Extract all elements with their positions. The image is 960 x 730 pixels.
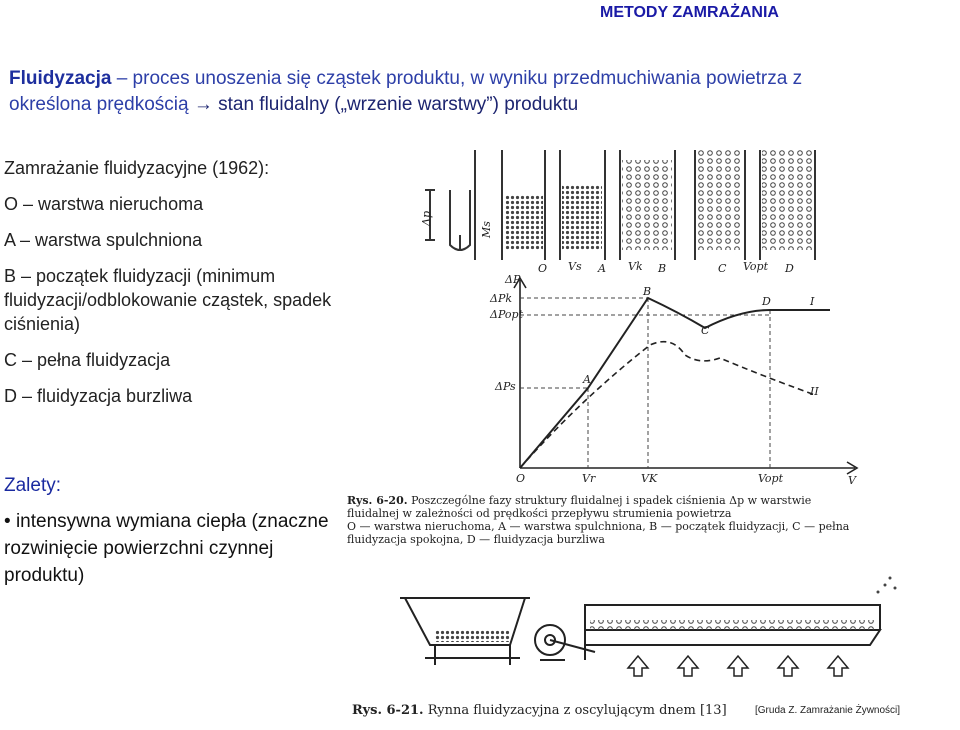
axis-label-dp: ΔP <box>505 273 521 286</box>
axis-label-dps: ΔPs <box>495 380 516 393</box>
phase-item: A – warstwa spulchniona <box>4 230 203 250</box>
figure1-caption-line: fluidyzacja spokojna, D — fluidyzacja burzliwa <box>347 533 605 546</box>
point-label-a: A <box>583 373 591 386</box>
definition-text-2: stan fluidalny („wrzenie warstwy”) produktu <box>212 94 579 115</box>
figure2-caption-number: Rys. 6-21. <box>352 703 424 718</box>
page-header: METODY ZAMRAŻANIA <box>600 4 779 21</box>
airflow-arrows <box>628 656 848 676</box>
phase-label-a: A <box>598 262 606 275</box>
label-dp: Δp <box>420 211 433 226</box>
figure1-caption <box>347 494 947 546</box>
advantages-list <box>4 508 344 589</box>
point-label-c: C <box>701 324 710 337</box>
curve-label-ii: II <box>810 385 819 398</box>
figure1-caption-number: Rys. 6-20. <box>347 494 408 507</box>
trough-figure <box>400 570 920 700</box>
figure2-source: [Gruda Z. Zamrażanie Żywności] <box>755 705 901 716</box>
point-label-d: D <box>762 295 771 308</box>
figure2-caption-text: Rynna fluidyzacyjna z oscylującym dnem [13] <box>427 703 727 718</box>
arrow-icon: → <box>193 94 213 115</box>
figure1-caption-line: Poszczególne fazy struktury fluidalnej i spadek ciśnienia Δp w warstwie <box>411 494 812 507</box>
axis-label-o: O <box>516 472 526 485</box>
axis-label-vopt: Vopt <box>758 472 784 485</box>
fluidization-figure <box>410 150 960 550</box>
phase-label-o: O <box>538 262 548 275</box>
phase-item: B – początek fluidyzacji (minimum fluidyzacji/odblokowanie cząstek, spadek ciśnienia) <box>4 266 332 334</box>
axis-label-v: V <box>848 474 856 487</box>
definition-term: Fluidyzacja <box>9 68 112 89</box>
curve-label-i: I <box>810 295 815 308</box>
axis-label-vk: VK <box>641 472 658 485</box>
definition <box>9 66 829 118</box>
axis-label-dpk: ΔPk <box>490 292 513 305</box>
bullet-icon: • <box>4 511 16 532</box>
axis-label-vr: Vr <box>582 472 596 485</box>
phases-title: Zamrażanie fluidyzacyjne (1962): <box>4 158 270 178</box>
phase-label-vk: Vk <box>628 260 643 273</box>
particles <box>505 150 812 250</box>
point-label-b: B <box>643 285 652 298</box>
definition-text-1: – proces unoszenia się cząstek produktu, w wyniku przedmuchiwania powietrza z określona prędkością <box>9 68 803 115</box>
figure1-caption-line: fluidalnej w zależności od prędkości przepływu strumienia powietrza <box>347 507 732 520</box>
advantages-title: Zalety: <box>4 475 62 496</box>
phase-item: C – pełna fluidyzacja <box>4 350 171 370</box>
phase-label-c: C <box>718 262 727 275</box>
axis-label-dpopt: ΔPopt <box>490 308 523 321</box>
phase-item: O – warstwa nieruchoma <box>4 194 204 214</box>
phase-label-b: B <box>658 262 667 275</box>
figure1-caption-line: O — warstwa nieruchoma, A — warstwa spulchniona, B — początek fluidyzacji, C — pełna <box>347 520 850 533</box>
phase-label-vopt: Vopt <box>743 260 769 273</box>
phases-list <box>4 156 376 408</box>
curve-ii <box>520 342 815 468</box>
phase-label-vs: Vs <box>568 260 582 273</box>
advantage-item: intensywna wymiana ciepła (znaczne rozwinięcie powierzchni czynnej produktu) <box>4 511 329 586</box>
phase-label-d: D <box>785 262 794 275</box>
label-ms: Ms <box>480 221 493 238</box>
figure2-caption <box>352 703 727 718</box>
phase-item: D – fluidyzacja burzliwa <box>4 386 193 406</box>
